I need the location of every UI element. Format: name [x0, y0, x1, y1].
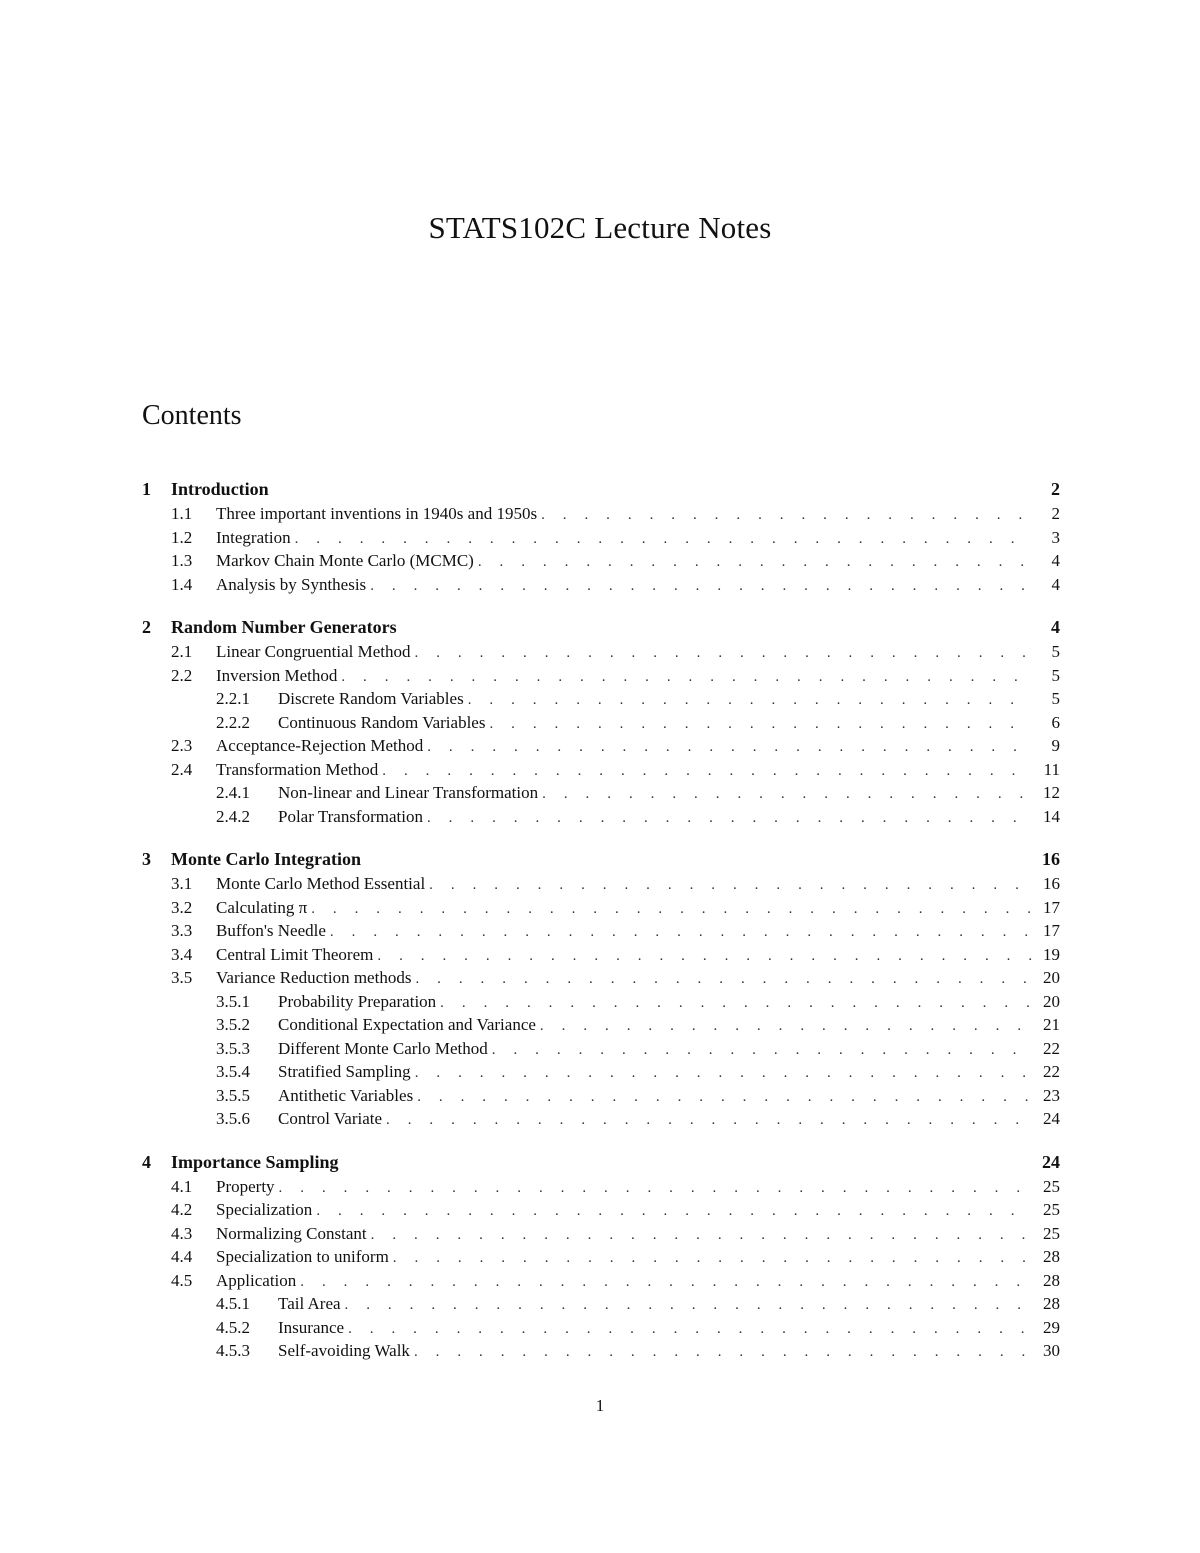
toc-entry-title: Acceptance-Rejection Method	[216, 736, 424, 755]
toc-entry-subsubsection[interactable]	[142, 1037, 1060, 1061]
toc-dot-leader	[316, 1200, 1032, 1224]
toc-entry-subsubsection[interactable]	[142, 1107, 1060, 1131]
toc-entry-subsection[interactable]	[142, 896, 1060, 920]
toc-entry-number: 2.4.2	[216, 806, 250, 826]
toc-entry-title: Monte Carlo Method Essential	[216, 874, 426, 893]
toc-entry-title: Non-linear and Linear Transformation	[278, 783, 539, 802]
toc-entry-section[interactable]	[142, 615, 1060, 640]
toc-entry-number: 2	[142, 617, 151, 637]
toc-entry-subsection[interactable]	[142, 1198, 1060, 1222]
toc-dot-leader	[478, 551, 1032, 575]
toc-dot-leader	[468, 689, 1032, 713]
toc-entry-number: 4.5.3	[216, 1341, 250, 1360]
toc-entry-number: 3	[142, 849, 151, 869]
toc-entry-page: 25	[1043, 1223, 1060, 1243]
toc-dot-leader	[370, 575, 1032, 599]
toc-entry-page: 2	[1051, 504, 1060, 523]
toc-entry-page: 5	[1051, 642, 1060, 661]
toc-entry-number: 1.3	[171, 551, 193, 570]
toc-dot-leader	[311, 898, 1032, 922]
toc-dot-leader	[427, 807, 1032, 831]
toc-entry-subsection[interactable]	[142, 758, 1060, 782]
toc-dot-leader	[429, 874, 1032, 898]
toc-entry-subsection[interactable]	[142, 943, 1060, 967]
toc-entry-number: 3.5.6	[216, 1109, 250, 1128]
toc-entry-page: 6	[1051, 712, 1060, 732]
toc-entry-number: 3.5.3	[216, 1038, 250, 1058]
toc-entry-title: Specialization to uniform	[216, 1247, 389, 1266]
toc-entry-page: 25	[1043, 1200, 1060, 1219]
toc-entry-number: 4.5.1	[216, 1294, 250, 1313]
toc-dot-leader	[541, 504, 1032, 528]
toc-entry-section[interactable]	[142, 477, 1060, 502]
toc-entry-title: Analysis by Synthesis	[216, 574, 367, 594]
toc-entry-title: Probability Preparation	[278, 991, 437, 1011]
toc-dot-leader	[386, 1109, 1032, 1133]
toc-entry-subsection[interactable]	[142, 502, 1060, 526]
toc-entry-subsubsection[interactable]	[142, 711, 1060, 735]
toc-entry-section[interactable]	[142, 1150, 1060, 1175]
toc-dot-leader	[345, 1294, 1032, 1318]
toc-entry-number: 4.4	[171, 1247, 193, 1266]
toc-entry-subsubsection[interactable]	[142, 781, 1060, 805]
toc-entry-subsection[interactable]	[142, 640, 1060, 664]
toc-entry-title: Inversion Method	[216, 665, 338, 685]
toc-entry-subsection[interactable]	[142, 919, 1060, 943]
toc-entry-subsection[interactable]	[142, 549, 1060, 573]
toc-entry-number: 4.3	[171, 1223, 193, 1243]
toc-entry-page: 17	[1043, 897, 1060, 917]
toc-dot-leader	[377, 945, 1032, 969]
toc-entry-title: Control Variate	[278, 1109, 383, 1128]
toc-entry-number: 1.4	[171, 574, 193, 594]
toc-entry-page: 4	[1051, 551, 1060, 570]
toc-entry-number: 1	[142, 479, 151, 499]
toc-entry-number: 3.5.5	[216, 1085, 250, 1105]
toc-entry-number: 2.1	[171, 642, 193, 661]
toc-entry-page: 28	[1043, 1270, 1060, 1290]
toc-entry-page: 24	[1042, 1151, 1060, 1172]
toc-entry-page: 2	[1051, 479, 1060, 499]
toc-entry-subsubsection[interactable]	[142, 1060, 1060, 1084]
toc-dot-leader	[415, 968, 1032, 992]
toc-entry-title: Tail Area	[278, 1294, 341, 1313]
toc-entry-number: 2.2.1	[216, 689, 250, 708]
toc-entry-subsubsection[interactable]	[142, 1316, 1060, 1340]
toc-dot-leader	[540, 1015, 1032, 1039]
toc-entry-title: Variance Reduction methods	[216, 968, 412, 987]
toc-entry-number: 2.2	[171, 665, 193, 685]
toc-entry-number: 4	[142, 1151, 151, 1172]
toc-entry-subsection[interactable]	[142, 1222, 1060, 1246]
toc-entry-subsection[interactable]	[142, 1245, 1060, 1269]
toc-entry-number: 4.5	[171, 1270, 193, 1290]
toc-entry-title: Integration	[216, 527, 291, 547]
toc-dot-leader	[348, 1318, 1032, 1342]
toc-entry-subsubsection[interactable]	[142, 1084, 1060, 1108]
toc-entry-page: 5	[1051, 665, 1060, 685]
toc-entry-number: 4.2	[171, 1200, 193, 1219]
toc-entry-page: 16	[1042, 849, 1060, 869]
toc-dot-leader	[542, 783, 1032, 807]
toc-entry-title: Polar Transformation	[278, 806, 423, 826]
toc-entry-page: 30	[1043, 1341, 1060, 1360]
toc-entry-title: Normalizing Constant	[216, 1223, 367, 1243]
toc-entry-title: Specialization	[216, 1200, 313, 1219]
toc-entry-page: 12	[1043, 783, 1060, 802]
toc-entry-title: Central Limit Theorem	[216, 944, 374, 964]
toc-entry-subsubsection[interactable]	[142, 805, 1060, 829]
toc-entry-page: 19	[1043, 944, 1060, 964]
toc-entry-number: 3.5.4	[216, 1062, 250, 1081]
toc-dot-leader	[300, 1271, 1032, 1295]
toc-entry-title: Insurance	[278, 1317, 345, 1337]
toc-entry-title: Random Number Generators	[171, 617, 397, 637]
toc-entry-title: Monte Carlo Integration	[171, 849, 361, 869]
toc-entry-subsection[interactable]	[142, 966, 1060, 990]
toc-entry-title: Buffon's Needle	[216, 921, 326, 940]
toc-entry-subsection[interactable]	[142, 573, 1060, 597]
toc-entry-page: 22	[1043, 1038, 1060, 1058]
toc-dot-leader	[415, 1062, 1032, 1086]
toc-dot-leader	[382, 760, 1032, 784]
toc-dot-leader	[393, 1247, 1032, 1271]
page-number: 1	[595, 1396, 605, 1415]
toc-entry-page: 9	[1051, 736, 1060, 755]
toc-entry-number: 4.1	[171, 1176, 193, 1196]
toc-entry-page: 4	[1051, 617, 1060, 637]
toc-entry-page: 20	[1043, 991, 1060, 1011]
toc-entry-title: Importance Sampling	[171, 1151, 339, 1172]
toc-entry-number: 1.2	[171, 527, 193, 547]
toc-dot-leader	[414, 1341, 1032, 1365]
toc-entry-page: 24	[1043, 1109, 1060, 1128]
toc-entry-title: Markov Chain Monte Carlo (MCMC)	[216, 551, 474, 570]
document-title: STATS102C Lecture Notes	[428, 210, 772, 245]
toc-entry-title: Calculating π	[216, 897, 308, 917]
toc-entry-title: Stratified Sampling	[278, 1062, 411, 1081]
toc-entry-number: 3.5	[171, 968, 193, 987]
toc-entry-title: Conditional Expectation and Variance	[278, 1015, 536, 1034]
toc-entry-page: 14	[1043, 806, 1060, 826]
toc-entry-title: Transformation Method	[216, 759, 379, 779]
toc-dot-leader	[330, 921, 1032, 945]
toc-entry-title: Continuous Random Variables	[278, 712, 486, 732]
toc-entry-subsubsection[interactable]	[142, 1292, 1060, 1316]
toc-entry-title: Linear Congruential Method	[216, 642, 411, 661]
toc-entry-title: Discrete Random Variables	[278, 689, 464, 708]
toc-entry-number: 3.5.2	[216, 1015, 250, 1034]
toc-entry-page: 3	[1051, 527, 1060, 547]
toc-dot-leader	[417, 1086, 1032, 1110]
toc-entry-number: 4.5.2	[216, 1317, 250, 1337]
toc-entry-page: 17	[1043, 921, 1060, 940]
toc-entry-title: Antithetic Variables	[278, 1085, 414, 1105]
toc-entry-subsection[interactable]	[142, 526, 1060, 550]
toc-entry-page: 20	[1043, 968, 1060, 987]
table-of-contents	[142, 477, 1060, 1363]
toc-entry-title: Application	[216, 1270, 297, 1290]
toc-entry-title: Different Monte Carlo Method	[278, 1038, 488, 1058]
toc-entry-subsection[interactable]	[142, 1269, 1060, 1293]
toc-entry-page: 25	[1043, 1176, 1060, 1196]
toc-dot-leader	[489, 713, 1032, 737]
toc-entry-page: 4	[1051, 574, 1060, 594]
toc-dot-leader	[492, 1039, 1032, 1063]
toc-entry-page: 16	[1043, 874, 1060, 893]
toc-entry-title: Introduction	[171, 479, 269, 499]
toc-dot-leader	[427, 736, 1032, 760]
toc-entry-page: 11	[1043, 759, 1060, 779]
toc-dot-leader	[415, 642, 1032, 666]
toc-entry-page: 22	[1043, 1062, 1060, 1081]
toc-entry-number: 2.3	[171, 736, 193, 755]
toc-dot-leader	[295, 528, 1032, 552]
toc-entry-number: 2.4.1	[216, 783, 250, 802]
toc-entry-page: 28	[1043, 1294, 1060, 1313]
toc-entry-page: 21	[1043, 1015, 1060, 1034]
toc-dot-leader	[440, 992, 1032, 1016]
toc-entry-subsubsection[interactable]	[142, 990, 1060, 1014]
toc-entry-number: 3.5.1	[216, 991, 250, 1011]
toc-entry-section[interactable]	[142, 847, 1060, 872]
toc-entry-page: 29	[1043, 1317, 1060, 1337]
toc-dot-leader	[279, 1177, 1032, 1201]
toc-entry-page: 28	[1043, 1247, 1060, 1266]
toc-entry-subsection[interactable]	[142, 1175, 1060, 1199]
toc-entry-subsection[interactable]	[142, 664, 1060, 688]
toc-entry-number: 3.3	[171, 921, 193, 940]
toc-entry-number: 2.4	[171, 759, 193, 779]
toc-dot-leader	[371, 1224, 1032, 1248]
toc-entry-number: 3.1	[171, 874, 193, 893]
toc-entry-title: Self-avoiding Walk	[278, 1341, 410, 1360]
toc-dot-leader	[341, 666, 1032, 690]
toc-entry-subsection[interactable]	[142, 872, 1060, 896]
toc-entry-number: 3.2	[171, 897, 193, 917]
toc-entry-number: 3.4	[171, 944, 193, 964]
toc-entry-number: 2.2.2	[216, 712, 250, 732]
toc-entry-subsubsection[interactable]	[142, 1339, 1060, 1363]
contents-heading: Contents	[142, 400, 242, 431]
toc-entry-subsection[interactable]	[142, 734, 1060, 758]
toc-entry-title: Property	[216, 1176, 275, 1196]
toc-entry-subsubsection[interactable]	[142, 687, 1060, 711]
toc-entry-title: Three important inventions in 1940s and 1950s	[216, 504, 538, 523]
toc-entry-page: 23	[1043, 1085, 1060, 1105]
toc-entry-subsubsection[interactable]	[142, 1013, 1060, 1037]
toc-entry-number: 1.1	[171, 504, 193, 523]
toc-entry-page: 5	[1051, 689, 1060, 708]
